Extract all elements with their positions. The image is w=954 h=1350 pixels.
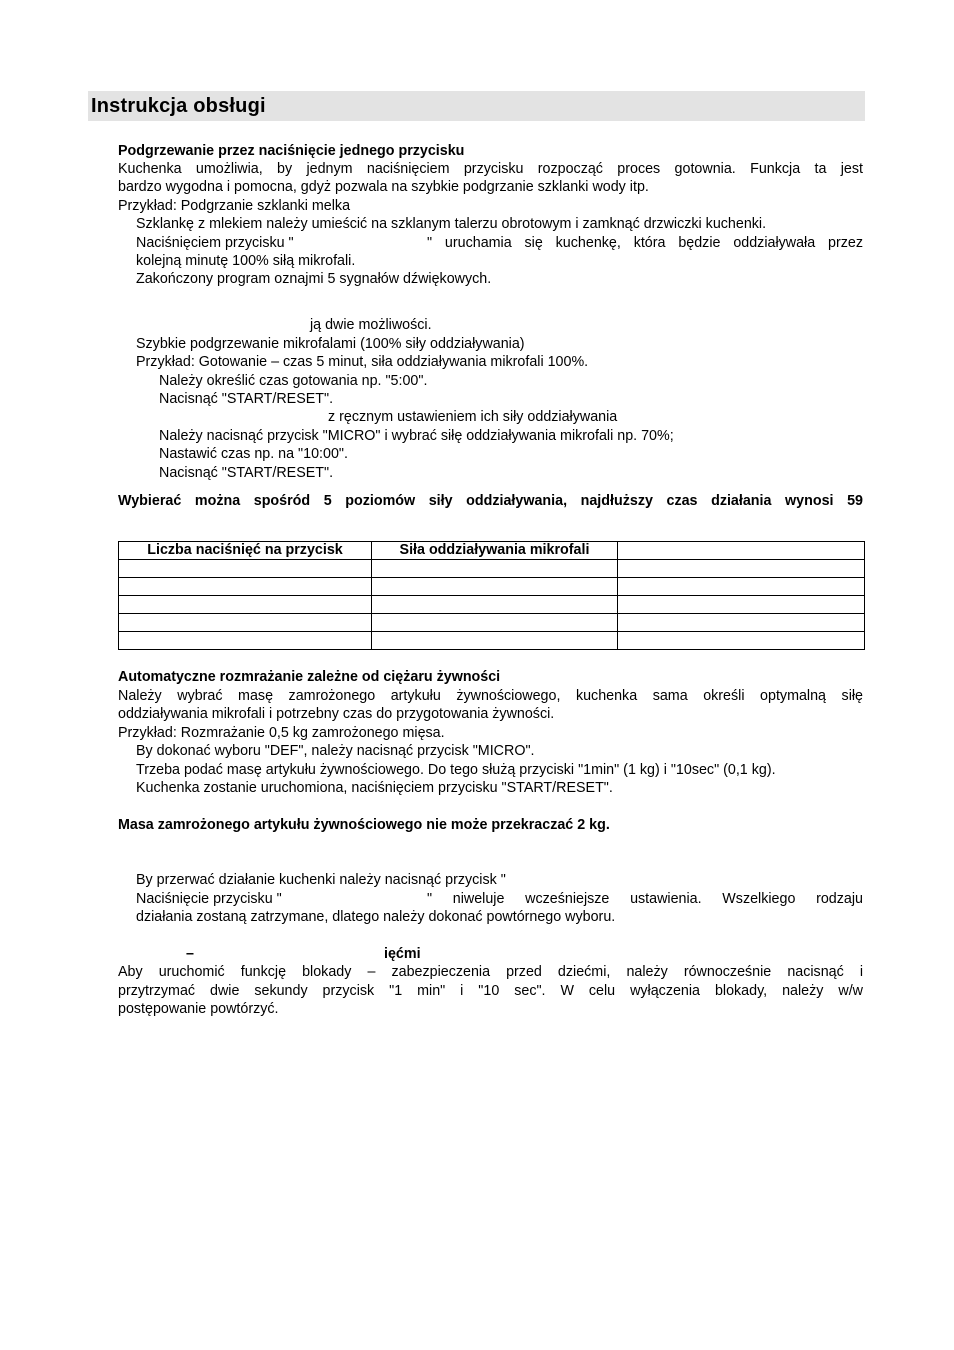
one-touch-example: Przykład: Podgrzanie szklanki melka	[118, 198, 351, 214]
child-lock-line-1: Aby uruchomić funkcję blokady – zabezpieczenia przed dziećmi, należy równocześnie nacisnąć i	[118, 964, 863, 980]
option-2-step-1: Należy nacisnąć przycisk "MICRO" i wybrać siłę oddziaływania mikrofali np. 70%;	[159, 428, 674, 444]
table-cell	[119, 632, 372, 650]
stop-line-2	[136, 890, 863, 908]
table-cell	[618, 632, 865, 650]
option-2-step-3: Nacisnąć "START/RESET".	[159, 465, 334, 481]
auto-defrost-step-3: Kuchenka zostanie uruchomiona, naciśnięciem przycisku "START/RESET".	[136, 780, 613, 796]
one-touch-intro-line-1: Kuchenka umożliwia, by jednym naciśnięciem przycisku rozpocząć proces gotownia. Funkcja ta jest	[118, 161, 863, 177]
option-1-title: Szybkie podgrzewanie mikrofalami (100% siły oddziaływania)	[136, 336, 525, 352]
table-cell	[372, 614, 618, 632]
table-cell	[119, 560, 372, 578]
auto-defrost-intro-line-2: oddziaływania mikrofali i potrzebny czas do przygotowania żywności.	[118, 706, 555, 722]
power-levels-table	[118, 541, 865, 650]
page-title: Instrukcja obsługi	[91, 95, 266, 117]
stop-line-3: działania zostaną zatrzymane, dlatego należy dokonać powtórnego wyboru.	[136, 909, 616, 925]
table-header-third	[618, 542, 865, 560]
option-1-step-2: Nacisnąć "START/RESET".	[159, 391, 334, 407]
table-header-presses: Liczba naciśnięć na przycisk	[119, 542, 372, 560]
one-touch-step-2-right: " uruchamia się kuchenkę, która będzie oddziaływała przez	[427, 235, 863, 251]
one-touch-intro-line-2: bardzo wygodna i pomocna, gdyż pozwala na szybkie podgrzanie szklanki wody itp.	[118, 179, 649, 195]
one-touch-step-1: Szklankę z mlekiem należy umieścić na szklanym talerzu obrotowym i zamknąć drzwiczki kuchenki.	[136, 216, 767, 232]
table-cell	[119, 614, 372, 632]
table-row	[119, 596, 865, 614]
one-touch-step-2-left: Naciśnięciem przycisku "	[136, 235, 294, 251]
auto-defrost-example: Przykład: Rozmrażanie 0,5 kg zamrożonego mięsa.	[118, 725, 445, 741]
one-touch-step-3: Zakończony program oznajmi 5 sygnałów dźwiękowych.	[136, 271, 492, 287]
power-levels-note: Wybierać można spośród 5 poziomów siły oddziaływania, najdłuższy czas działania wynosi 59	[118, 493, 863, 509]
child-lock-line-2: przytrzymać dwie sekundy przycisk "1 min" i "10 sec". W celu wyłączenia blokady, należy w/w	[118, 983, 863, 999]
option-1-example: Przykład: Gotowanie – czas 5 minut, siła oddziaływania mikrofali 100%.	[136, 354, 589, 370]
option-2-title: z ręcznym ustawieniem ich siły oddziaływania	[328, 409, 618, 425]
option-1-step-1: Należy określić czas gotowania np. "5:00".	[159, 373, 428, 389]
auto-defrost-heading: Automatyczne rozmrażanie zależne od ciężaru żywności	[118, 669, 501, 685]
table-cell	[372, 578, 618, 596]
child-lock-heading-dash: –	[186, 946, 194, 962]
one-touch-step-2	[136, 234, 863, 252]
stop-line-2-left: Naciśnięcie przycisku "	[136, 891, 282, 907]
auto-defrost-step-2: Trzeba podać masę artykułu żywnościowego. Do tego służą przyciski "1min" (1 kg) i "10sec" (0,1 kg).	[136, 762, 776, 778]
cooking-options-intro: ją dwie możliwości.	[310, 317, 432, 333]
auto-defrost-note: Masa zamrożonego artykułu żywnościowego nie może przekraczać 2 kg.	[118, 817, 610, 833]
one-touch-step-2-line-2: kolejną minutę 100% siłą mikrofali.	[136, 253, 356, 269]
table-cell	[119, 578, 372, 596]
stop-line-2-right: " niweluje wcześniejsze ustawienia. Wszelkiego rodzaju	[427, 891, 863, 907]
table-cell	[119, 596, 372, 614]
one-touch-heating-heading: Podgrzewanie przez naciśnięcie jednego przycisku	[118, 143, 465, 159]
child-lock-line-3: postępowanie powtórzyć.	[118, 1001, 279, 1017]
table-cell	[372, 560, 618, 578]
table-cell	[372, 632, 618, 650]
table-cell	[618, 578, 865, 596]
child-lock-heading-end: ięćmi	[384, 946, 421, 962]
table-row	[119, 614, 865, 632]
table-row	[119, 632, 865, 650]
table-header-row	[119, 542, 865, 560]
table-cell	[618, 614, 865, 632]
table-cell	[618, 560, 865, 578]
table-header-power: Siła oddziaływania mikrofali	[372, 542, 618, 560]
stop-line-1: By przerwać działanie kuchenki należy nacisnąć przycisk "	[136, 872, 506, 888]
page-header-banner	[88, 91, 865, 121]
table-row	[119, 560, 865, 578]
auto-defrost-intro-line-1: Należy wybrać masę zamrożonego artykułu żywnościowego, kuchenka sama określi optymalną siłę	[118, 688, 863, 704]
table-cell	[618, 596, 865, 614]
auto-defrost-step-1: By dokonać wyboru "DEF", należy nacisnąć przycisk "MICRO".	[136, 743, 535, 759]
table-row	[119, 578, 865, 596]
option-2-step-2: Nastawić czas np. na "10:00".	[159, 446, 348, 462]
table-cell	[372, 596, 618, 614]
